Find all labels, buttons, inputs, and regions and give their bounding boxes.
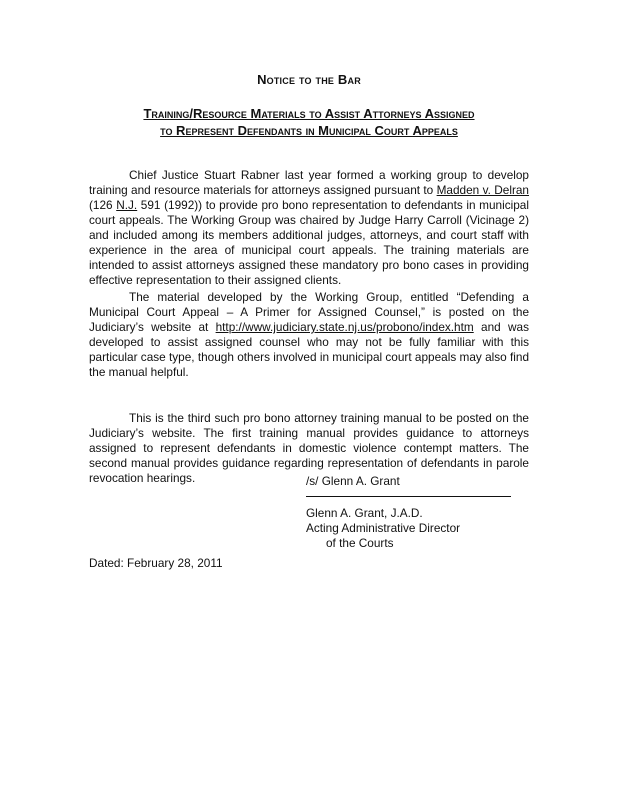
paragraph-1 xyxy=(89,168,529,288)
signatory-title-line-2: of the Courts xyxy=(326,536,394,550)
website-link[interactable]: http://www.judiciary.state.nj.us/probono/index.htm xyxy=(215,320,474,334)
paragraph-2-text-b: and was developed to assist assigned counsel who may not be fully familiar with this particular case type, though others involved in municipal court appeals may also find the manual helpful. xyxy=(89,320,530,379)
signatory-title-line-1: Acting Administrative Director xyxy=(306,521,461,535)
paragraph-1-text-c: 591 (1992)) to provide pro bono representation to defendants in municipal court appeals. The Working Group was chaired by Judge Harry Carroll (Vicinage 2) and included among its members additional judges, attorneys, and court staff with experience in the area of municipal court appeals. The training materials are intended to assist attorneys assigned these mandatory pro bono cases in providing effective representation to their assigned clients. xyxy=(89,198,529,287)
signature-line xyxy=(306,496,511,497)
reporter-citation: N.J. xyxy=(116,198,138,212)
document-heading xyxy=(60,106,558,139)
slash-signature: /s/ Glenn A. Grant xyxy=(306,474,400,488)
paragraph-1-text-b: (126 xyxy=(89,198,117,212)
signatory-name: Glenn A. Grant, J.A.D. xyxy=(306,506,423,520)
dated-line: Dated: February 28, 2011 xyxy=(89,556,223,570)
paragraph-3: This is the third such pro bono attorney training manual to be posted on the Judiciary’s website. The first training manual provides guidance to attorneys assigned to represent defendants in domestic violence contempt matters. The second manual provides guidance regarding representation of defendants in parole revocation hearings. xyxy=(89,411,529,485)
heading-line-2: to Represent Defendants in Municipal Court Appeals xyxy=(160,122,458,138)
case-citation: Madden v. Delran xyxy=(436,183,529,197)
notice-title: Notice to the Bar xyxy=(257,72,361,87)
paragraph-2-text-a: The material developed by the Working Group, entitled “Defending a Municipal Court Appeal – A Primer for Assigned Counsel,” is posted on the Judiciary’s website at xyxy=(89,290,529,334)
paragraph-2 xyxy=(89,290,529,380)
paragraph-1-text-a: Chief Justice Stuart Rabner last year formed a working group to develop training and resource materials for attorneys assigned pursuant to xyxy=(89,168,529,197)
heading-line-1: Training/Resource Materials to Assist Attorneys Assigned xyxy=(143,106,475,121)
